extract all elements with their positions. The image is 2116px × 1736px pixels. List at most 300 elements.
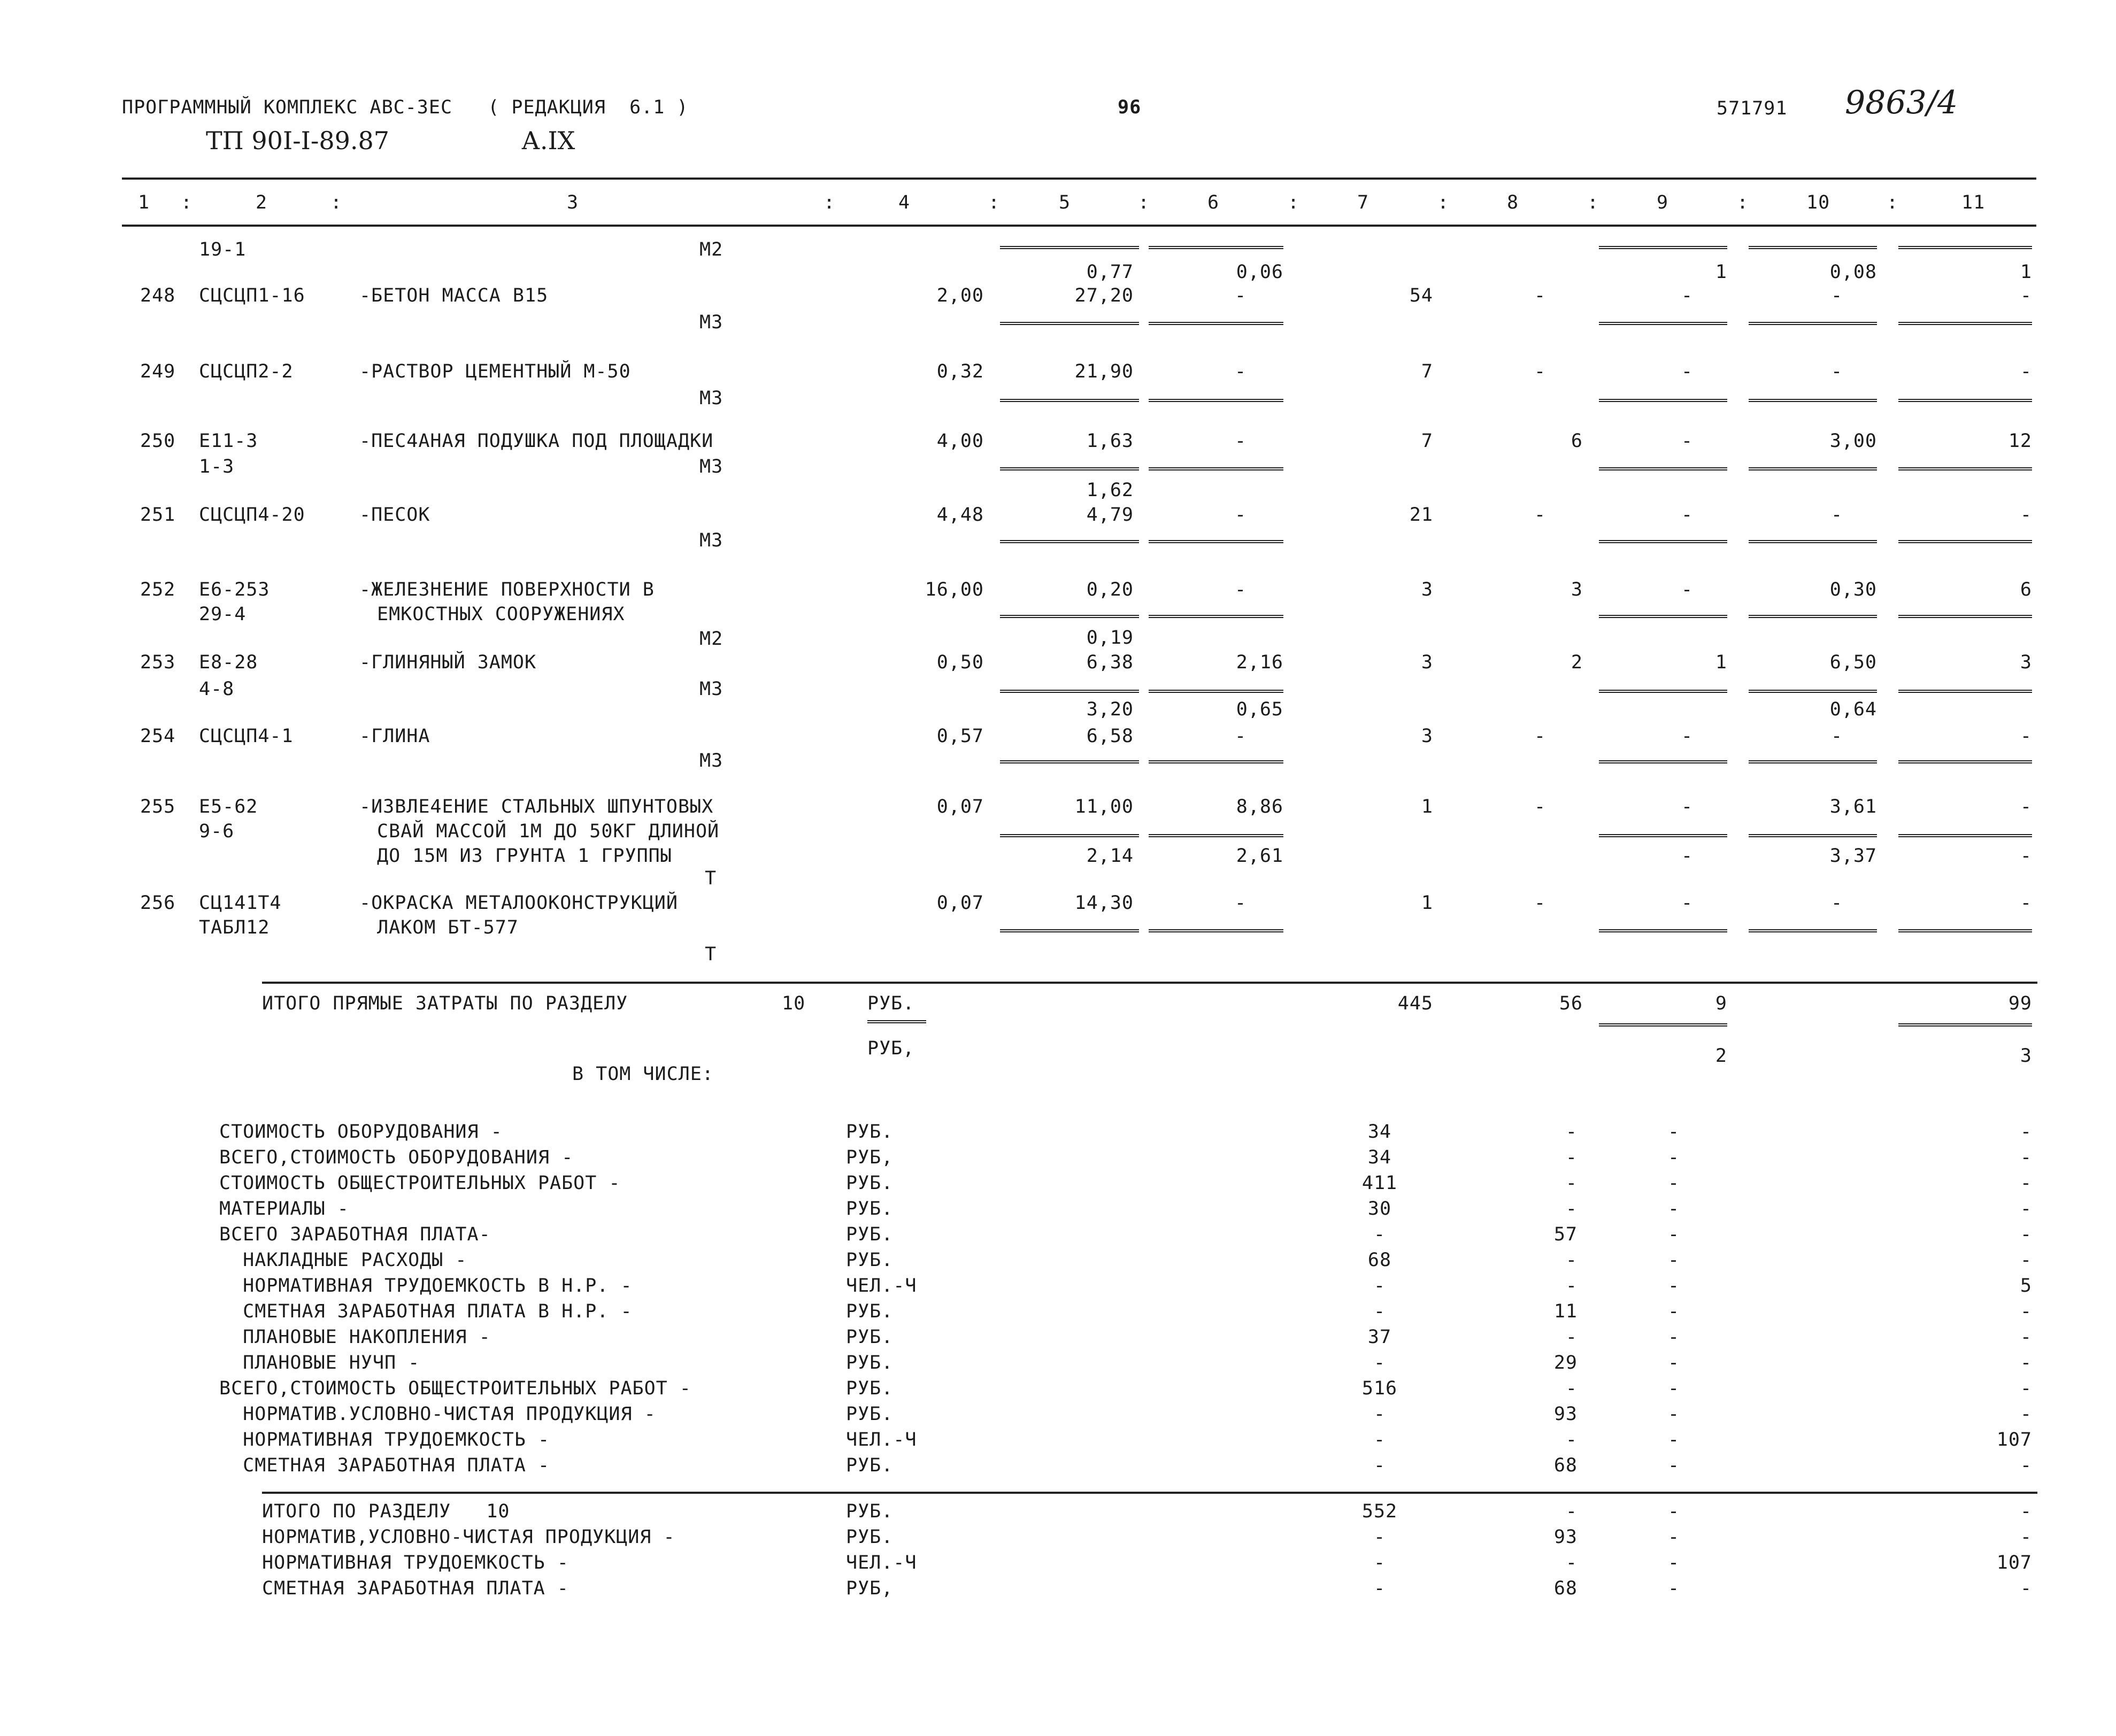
summary-c9: - bbox=[1667, 1526, 1680, 1548]
summary-c9: - bbox=[1667, 1578, 1680, 1599]
cell-rule bbox=[1599, 760, 1727, 763]
cell-rule bbox=[1898, 834, 2032, 837]
summary-label: ПЛАНОВЫЕ НУЧП - bbox=[219, 1352, 420, 1374]
cell-rule bbox=[1898, 399, 2032, 402]
row-c7: 7 bbox=[1421, 361, 1433, 382]
summary-label: МАТЕРИАЛЫ - bbox=[219, 1198, 349, 1220]
row-number: 248 bbox=[140, 285, 176, 306]
summary-c9: - bbox=[1667, 1147, 1680, 1168]
summary-label: ВСЕГО ЗАРАБОТНАЯ ПЛАТА- bbox=[219, 1224, 491, 1245]
col-sep: : bbox=[330, 192, 343, 213]
summary-unit: РУБ. bbox=[846, 1403, 894, 1425]
cell-rule bbox=[1749, 467, 1877, 470]
row-c6: - bbox=[1234, 504, 1247, 526]
itogo-c11: 99 bbox=[2008, 993, 2032, 1014]
row-c9: - bbox=[1681, 892, 1694, 914]
row-unit: М3 bbox=[699, 456, 724, 477]
cell-rule bbox=[1599, 615, 1727, 618]
summary-c7: 34 bbox=[1367, 1121, 1392, 1143]
row-c5: 6,38 bbox=[1086, 652, 1134, 673]
row-code: 19-1 bbox=[199, 239, 247, 260]
summary-c9: - bbox=[1667, 1403, 1680, 1425]
row-code: Е11-3 bbox=[199, 430, 258, 452]
summary-c11: - bbox=[2020, 1172, 2032, 1194]
cell-rule bbox=[1898, 246, 2032, 249]
summary-c9: - bbox=[1667, 1352, 1680, 1374]
row-unit: Т bbox=[705, 944, 717, 965]
summary-c9: - bbox=[1667, 1429, 1680, 1450]
summary-unit: РУБ. bbox=[846, 1172, 894, 1194]
col-header-3: 3 bbox=[567, 192, 579, 213]
row-c8: - bbox=[1534, 892, 1546, 914]
row-unit: Т bbox=[705, 868, 717, 889]
row-number: 249 bbox=[140, 361, 176, 382]
summary-c9: - bbox=[1667, 1552, 1680, 1573]
summary-c8: - bbox=[1565, 1326, 1578, 1348]
row-qty: 2,00 bbox=[936, 285, 984, 306]
summary-unit: ЧЕЛ.-Ч bbox=[846, 1275, 917, 1297]
summary-c7: - bbox=[1373, 1275, 1386, 1297]
summary-c7: - bbox=[1373, 1352, 1386, 1374]
summary-unit: РУБ. bbox=[846, 1326, 894, 1348]
summary-unit: РУБ. bbox=[846, 1526, 894, 1548]
row-c9: - bbox=[1681, 579, 1694, 600]
cell-rule bbox=[1000, 540, 1139, 543]
col-header-10: 10 bbox=[1806, 192, 1830, 213]
cell-rule bbox=[1898, 467, 2032, 470]
row-name: -ИЗВЛЕ4ЕНИЕ СТАЛЬНЫХ ШПУНТОВЫХ bbox=[359, 796, 714, 817]
cell-rule bbox=[1599, 246, 1727, 249]
cell-rule bbox=[1599, 399, 1727, 402]
cell-rule bbox=[1749, 834, 1877, 837]
row-c11: - bbox=[2020, 504, 2032, 526]
summary-c9: - bbox=[1667, 1172, 1680, 1194]
row-c6: - bbox=[1234, 361, 1247, 382]
cell-rule bbox=[1000, 690, 1139, 693]
summary-c8: 93 bbox=[1553, 1526, 1578, 1548]
row-code: СЦСЦП2-2 bbox=[199, 361, 294, 382]
summary-c11: - bbox=[2020, 1578, 2032, 1599]
row-code: Е6-253 bbox=[199, 579, 270, 600]
cell-rule bbox=[1149, 690, 1283, 693]
row-c5: 0,20 bbox=[1086, 579, 1134, 600]
cell-rule bbox=[1149, 399, 1283, 402]
col-header-6: 6 bbox=[1207, 192, 1220, 213]
summary-c11: - bbox=[2020, 1352, 2032, 1374]
table-header-rule bbox=[122, 225, 2036, 227]
summary-label: ВСЕГО,СТОИМОСТЬ ОБОРУДОВАНИЯ - bbox=[219, 1147, 574, 1168]
row-c5: 6,58 bbox=[1086, 726, 1134, 747]
summary-c8: 57 bbox=[1553, 1224, 1578, 1245]
summary-c11: - bbox=[2020, 1121, 2032, 1143]
row-code: СЦСЦП4-20 bbox=[199, 504, 305, 526]
row-name: -ГЛИНЯНЫЙ ЗАМОК bbox=[359, 652, 537, 673]
c9-rule bbox=[1599, 1023, 1727, 1027]
summary-unit: ЧЕЛ.-Ч bbox=[846, 1429, 917, 1450]
col-header-1: 1 bbox=[138, 192, 150, 213]
cell-rule bbox=[1599, 690, 1727, 693]
cell-rule bbox=[1149, 929, 1283, 932]
row-c8: 3 bbox=[1571, 579, 1583, 600]
cell-rule bbox=[1000, 399, 1139, 402]
row-c8: 6 bbox=[1571, 430, 1583, 452]
row-code: СЦСЦП1-16 bbox=[199, 285, 305, 306]
row-code: Е5-62 bbox=[199, 796, 258, 817]
cell-rule bbox=[1149, 760, 1283, 763]
summary-label: НАКЛАДНЫЕ РАСХОДЫ - bbox=[219, 1249, 467, 1271]
summary-unit: РУБ. bbox=[846, 1455, 894, 1476]
summary-c8: - bbox=[1565, 1429, 1578, 1450]
row-c6: - bbox=[1234, 726, 1247, 747]
summary-label: НОРМАТИВ,УСЛОВНО-ЧИСТАЯ ПРОДУКЦИЯ - bbox=[262, 1526, 675, 1548]
summary-c11: - bbox=[2020, 1403, 2032, 1425]
row-name: -БЕТОН МАССА В15 bbox=[359, 285, 549, 306]
cell-rule bbox=[1749, 399, 1877, 402]
row-c10: 3,00 bbox=[1829, 430, 1877, 452]
summary-c8: - bbox=[1565, 1275, 1578, 1297]
cell-rule bbox=[1000, 760, 1139, 763]
row-code: СЦСЦП4-1 bbox=[199, 726, 294, 747]
row-name-2: ЕМКОСТНЫХ СООРУЖЕНИЯХ bbox=[377, 604, 625, 625]
row-qty: 16,00 bbox=[925, 579, 984, 600]
cell-rule bbox=[1000, 929, 1139, 932]
row-number: 254 bbox=[140, 726, 176, 747]
summary-c9: - bbox=[1667, 1198, 1680, 1220]
row-code-2: ТАБЛ12 bbox=[199, 917, 270, 938]
row-number: 253 bbox=[140, 652, 176, 673]
row-c10: - bbox=[1830, 285, 1843, 306]
row-c5-pre: 0,19 bbox=[1086, 627, 1134, 649]
itogo-c11b: 3 bbox=[2020, 1045, 2032, 1067]
row-c9: - bbox=[1681, 726, 1694, 747]
summary-c7: - bbox=[1373, 1429, 1386, 1450]
cell-rule bbox=[1599, 322, 1727, 325]
row-c5-pre: 3,20 bbox=[1086, 699, 1134, 720]
row-unit: М3 bbox=[699, 750, 724, 771]
summary-c7: 34 bbox=[1367, 1147, 1392, 1168]
row-c11: - bbox=[2020, 726, 2032, 747]
cell-rule bbox=[1898, 615, 2032, 618]
summary-c9: - bbox=[1667, 1224, 1680, 1245]
cell-rule bbox=[1898, 929, 2032, 932]
row-unit: М2 bbox=[699, 239, 724, 260]
summary-c11: - bbox=[2020, 1198, 2032, 1220]
row-c7: 7 bbox=[1421, 430, 1433, 452]
row-name: -ЖЕЛЕЗНЕНИЕ ПОВЕРХНОСТИ В bbox=[359, 579, 655, 600]
row-c10: - bbox=[1830, 504, 1843, 526]
col-header-5: 5 bbox=[1059, 192, 1071, 213]
summary-c7: - bbox=[1373, 1455, 1386, 1476]
summary-c8: 93 bbox=[1553, 1403, 1578, 1425]
document-code: 571791 bbox=[1717, 98, 1788, 119]
summary-c11: 107 bbox=[1996, 1429, 2032, 1450]
col-sep: : bbox=[824, 192, 836, 213]
summary-c11: - bbox=[2020, 1526, 2032, 1548]
itogo-top-rule bbox=[262, 982, 2037, 984]
summary-c11: 107 bbox=[1996, 1552, 2032, 1573]
row-c10: - bbox=[1830, 361, 1843, 382]
cell-rule bbox=[1000, 467, 1139, 470]
summary-c7: - bbox=[1373, 1552, 1386, 1573]
summary-label: НОРМАТИВНАЯ ТРУДОЕМКОСТЬ В Н.Р. - bbox=[219, 1275, 633, 1297]
row-c7: 54 bbox=[1409, 285, 1433, 306]
row-c6: - bbox=[1234, 892, 1247, 914]
row-c10: 3,61 bbox=[1829, 796, 1877, 817]
summary-c9: - bbox=[1667, 1455, 1680, 1476]
cell-rule bbox=[1749, 929, 1877, 932]
summary-c7: - bbox=[1373, 1403, 1386, 1425]
handwritten-number: 9863/4 bbox=[1845, 84, 1958, 121]
row-qty: 4,00 bbox=[936, 430, 984, 452]
row-code-2: 29-4 bbox=[199, 604, 247, 625]
summary-label: СМЕТНАЯ ЗАРАБОТНАЯ ПЛАТА - bbox=[219, 1455, 550, 1476]
summary-unit: РУБ. bbox=[846, 1301, 894, 1322]
summary-c8: - bbox=[1565, 1378, 1578, 1399]
row-c10: 6,50 bbox=[1829, 652, 1877, 673]
col-sep: : bbox=[1138, 192, 1150, 213]
row-code-2: 1-3 bbox=[199, 456, 235, 477]
v-tom-chisle-heading: В ТОМ ЧИСЛЕ: bbox=[572, 1063, 714, 1085]
summary-label: ИТОГО ПО РАЗДЕЛУ 10 bbox=[262, 1501, 510, 1522]
cell-rule bbox=[1000, 322, 1139, 325]
summary-c8: - bbox=[1565, 1249, 1578, 1271]
row-c10: 0,30 bbox=[1829, 579, 1877, 600]
row-number: 252 bbox=[140, 579, 176, 600]
summary-c11: - bbox=[2020, 1249, 2032, 1271]
itogo-direct-unit-2: РУБ, bbox=[867, 1038, 915, 1059]
summary-unit: РУБ. bbox=[846, 1121, 894, 1143]
cell-rule bbox=[1149, 322, 1283, 325]
cell-rule bbox=[1749, 322, 1877, 325]
row-c7: 3 bbox=[1421, 579, 1433, 600]
row-c5: 11,00 bbox=[1074, 796, 1134, 817]
cell-rule bbox=[1749, 690, 1877, 693]
summary-unit: РУБ. bbox=[846, 1198, 894, 1220]
summary-c11: 5 bbox=[2020, 1275, 2032, 1297]
cell-rule bbox=[1149, 834, 1283, 837]
summary-unit: РУБ, bbox=[846, 1578, 894, 1599]
summary-c11: - bbox=[2020, 1455, 2032, 1476]
col-header-7: 7 bbox=[1357, 192, 1369, 213]
cell-rule bbox=[1749, 760, 1877, 763]
row-c5: 27,20 bbox=[1074, 285, 1134, 306]
row-name: -ПЕС4АНАЯ ПОДУШКА ПОД ПЛОЩАДКИ bbox=[359, 430, 714, 452]
summary-c7: - bbox=[1373, 1301, 1386, 1322]
summary-c8: - bbox=[1565, 1172, 1578, 1194]
row-c6: - bbox=[1234, 430, 1247, 452]
summary-unit: РУБ. bbox=[846, 1501, 894, 1522]
col-header-2: 2 bbox=[256, 192, 268, 213]
row-c11: - bbox=[2020, 796, 2032, 817]
cell-rule bbox=[1149, 467, 1283, 470]
row-c7: 3 bbox=[1421, 726, 1433, 747]
row-name: -ПЕСОК bbox=[359, 504, 430, 526]
summary-c8: 68 bbox=[1553, 1578, 1578, 1599]
row-unit: М2 bbox=[699, 628, 724, 650]
row-c9: - bbox=[1681, 796, 1694, 817]
itogo-c9b: 2 bbox=[1715, 1045, 1727, 1067]
summary-c8: - bbox=[1565, 1501, 1578, 1522]
row-code: Е8-28 bbox=[199, 652, 258, 673]
cell-rule bbox=[1000, 615, 1139, 618]
row-code-2: 4-8 bbox=[199, 678, 235, 700]
summary-c7: - bbox=[1373, 1224, 1386, 1245]
row-qty: 0,07 bbox=[936, 796, 984, 817]
summary-c7: 68 bbox=[1367, 1249, 1392, 1271]
row-c6: 0,06 bbox=[1236, 261, 1283, 283]
row-unit: М3 bbox=[699, 678, 724, 700]
row-c11-post: - bbox=[2020, 845, 2032, 867]
row-c9: 1 bbox=[1715, 261, 1727, 283]
program-header: ПРОГРАММНЫЙ КОМПЛЕКС АВС-3ЕС ( РЕДАКЦИЯ 6.1 ) bbox=[122, 97, 689, 118]
cell-rule bbox=[1898, 760, 2032, 763]
cell-rule bbox=[1599, 929, 1727, 932]
cell-rule bbox=[1149, 246, 1283, 249]
summary-unit: РУБ. bbox=[846, 1352, 894, 1374]
summary-c9: - bbox=[1667, 1249, 1680, 1271]
summary-c9: - bbox=[1667, 1301, 1680, 1322]
row-c10-pre: 0,64 bbox=[1829, 699, 1877, 720]
cell-rule bbox=[1000, 834, 1139, 837]
itogo-direct-section: 10 bbox=[782, 993, 806, 1014]
summary-label: СТОИМОСТЬ ОБОРУДОВАНИЯ - bbox=[219, 1121, 503, 1143]
row-c9-post: - bbox=[1681, 845, 1694, 867]
summary-label: ПЛАНОВЫЕ НАКОПЛЕНИЯ - bbox=[219, 1326, 491, 1348]
summary-c9: - bbox=[1667, 1501, 1680, 1522]
row-c9: - bbox=[1681, 504, 1694, 526]
col-sep: : bbox=[181, 192, 193, 213]
row-c8: - bbox=[1534, 285, 1546, 306]
row-qty: 0,50 bbox=[936, 652, 984, 673]
row-qty: 4,48 bbox=[936, 504, 984, 526]
summary-c7: 30 bbox=[1367, 1198, 1392, 1220]
unit-rule bbox=[867, 1020, 926, 1023]
row-c5-post: 2,14 bbox=[1086, 845, 1134, 867]
summary-unit: РУБ, bbox=[846, 1147, 894, 1168]
row-c9: - bbox=[1681, 361, 1694, 382]
summary-c7: 552 bbox=[1361, 1501, 1398, 1522]
summary-label: НОРМАТИВНАЯ ТРУДОЕМКОСТЬ - bbox=[262, 1552, 569, 1573]
row-qty: 0,07 bbox=[936, 892, 984, 914]
summary-c7: - bbox=[1373, 1578, 1386, 1599]
row-c6: - bbox=[1234, 579, 1247, 600]
c11-rule bbox=[1898, 1023, 2032, 1027]
row-c11: - bbox=[2020, 892, 2032, 914]
row-c6: 2,16 bbox=[1236, 652, 1283, 673]
row-number: 251 bbox=[140, 504, 176, 526]
summary-c11: - bbox=[2020, 1147, 2032, 1168]
cell-rule bbox=[1149, 615, 1283, 618]
row-c8: - bbox=[1534, 504, 1546, 526]
row-number: 255 bbox=[140, 796, 176, 817]
row-c6-post: 2,61 bbox=[1236, 845, 1283, 867]
row-qty: 0,32 bbox=[936, 361, 984, 382]
row-c7: 21 bbox=[1409, 504, 1433, 526]
row-c11: - bbox=[2020, 361, 2032, 382]
row-name-3: ДО 15М ИЗ ГРУНТА 1 ГРУППЫ bbox=[377, 845, 672, 867]
summary-c8: - bbox=[1565, 1147, 1578, 1168]
summary-label: СМЕТНАЯ ЗАРАБОТНАЯ ПЛАТА - bbox=[262, 1578, 569, 1599]
summary-c8: - bbox=[1565, 1121, 1578, 1143]
row-code-2: 9-6 bbox=[199, 821, 235, 842]
row-c8: - bbox=[1534, 796, 1546, 817]
cell-rule bbox=[1599, 540, 1727, 543]
summary-c9: - bbox=[1667, 1121, 1680, 1143]
row-name-2: ЛАКОМ БТ-577 bbox=[377, 917, 519, 938]
cell-rule bbox=[1599, 467, 1727, 470]
row-c5: 1,63 bbox=[1086, 430, 1134, 452]
row-unit: М3 bbox=[699, 312, 724, 333]
cell-rule bbox=[1898, 690, 2032, 693]
album-code: А.IX bbox=[521, 126, 575, 155]
itogo-c8: 56 bbox=[1559, 993, 1583, 1014]
row-qty: 0,57 bbox=[936, 726, 984, 747]
summary-c8: - bbox=[1565, 1552, 1578, 1573]
summary-c7: - bbox=[1373, 1526, 1386, 1548]
row-c5: 4,79 bbox=[1086, 504, 1134, 526]
row-c6-pre: 0,65 bbox=[1236, 699, 1283, 720]
row-c5: 0,77 bbox=[1086, 261, 1134, 283]
col-sep: : bbox=[1437, 192, 1450, 213]
row-c9: - bbox=[1681, 285, 1694, 306]
itogo-c9: 9 bbox=[1715, 993, 1727, 1014]
summary-c8: 29 bbox=[1553, 1352, 1578, 1374]
col-header-4: 4 bbox=[898, 192, 911, 213]
row-c10-post: 3,37 bbox=[1829, 845, 1877, 867]
summary-c8: - bbox=[1565, 1198, 1578, 1220]
col-header-8: 8 bbox=[1507, 192, 1519, 213]
summary-c11: - bbox=[2020, 1326, 2032, 1348]
cell-rule bbox=[1898, 322, 2032, 325]
summary-c11: - bbox=[2020, 1224, 2032, 1245]
summary-c9: - bbox=[1667, 1378, 1680, 1399]
summary-c7: 516 bbox=[1361, 1378, 1398, 1399]
col-sep: : bbox=[1587, 192, 1599, 213]
row-c11: 1 bbox=[2020, 261, 2032, 283]
row-c5: 14,30 bbox=[1074, 892, 1134, 914]
summary-unit: ЧЕЛ.-Ч bbox=[846, 1552, 917, 1573]
row-c6: - bbox=[1234, 285, 1247, 306]
row-c10: - bbox=[1830, 892, 1843, 914]
col-sep: : bbox=[1737, 192, 1749, 213]
row-c10: - bbox=[1830, 726, 1843, 747]
summary-label: НОРМАТИВНАЯ ТРУДОЕМКОСТЬ - bbox=[219, 1429, 550, 1450]
row-c10: 0,08 bbox=[1829, 261, 1877, 283]
cell-rule bbox=[1749, 615, 1877, 618]
page-number: 96 bbox=[1118, 97, 1142, 118]
row-code: СЦ141Т4 bbox=[199, 892, 282, 914]
row-c9: - bbox=[1681, 430, 1694, 452]
summary-unit: РУБ. bbox=[846, 1378, 894, 1399]
row-c11: 12 bbox=[2008, 430, 2032, 452]
row-c11: - bbox=[2020, 285, 2032, 306]
cell-rule bbox=[1599, 834, 1727, 837]
summary-c11: - bbox=[2020, 1501, 2032, 1522]
cell-rule bbox=[1898, 540, 2032, 543]
row-c8: 2 bbox=[1571, 652, 1583, 673]
row-number: 256 bbox=[140, 892, 176, 914]
row-c8: - bbox=[1534, 361, 1546, 382]
cell-rule bbox=[1000, 246, 1139, 249]
row-unit: М3 bbox=[699, 388, 724, 409]
row-c11: 6 bbox=[2020, 579, 2032, 600]
itogo-c7: 445 bbox=[1397, 993, 1433, 1014]
row-c6: 8,86 bbox=[1236, 796, 1283, 817]
col-sep: : bbox=[1887, 192, 1899, 213]
summary-c9: - bbox=[1667, 1275, 1680, 1297]
summary-c9: - bbox=[1667, 1326, 1680, 1348]
row-c7: 1 bbox=[1421, 796, 1433, 817]
